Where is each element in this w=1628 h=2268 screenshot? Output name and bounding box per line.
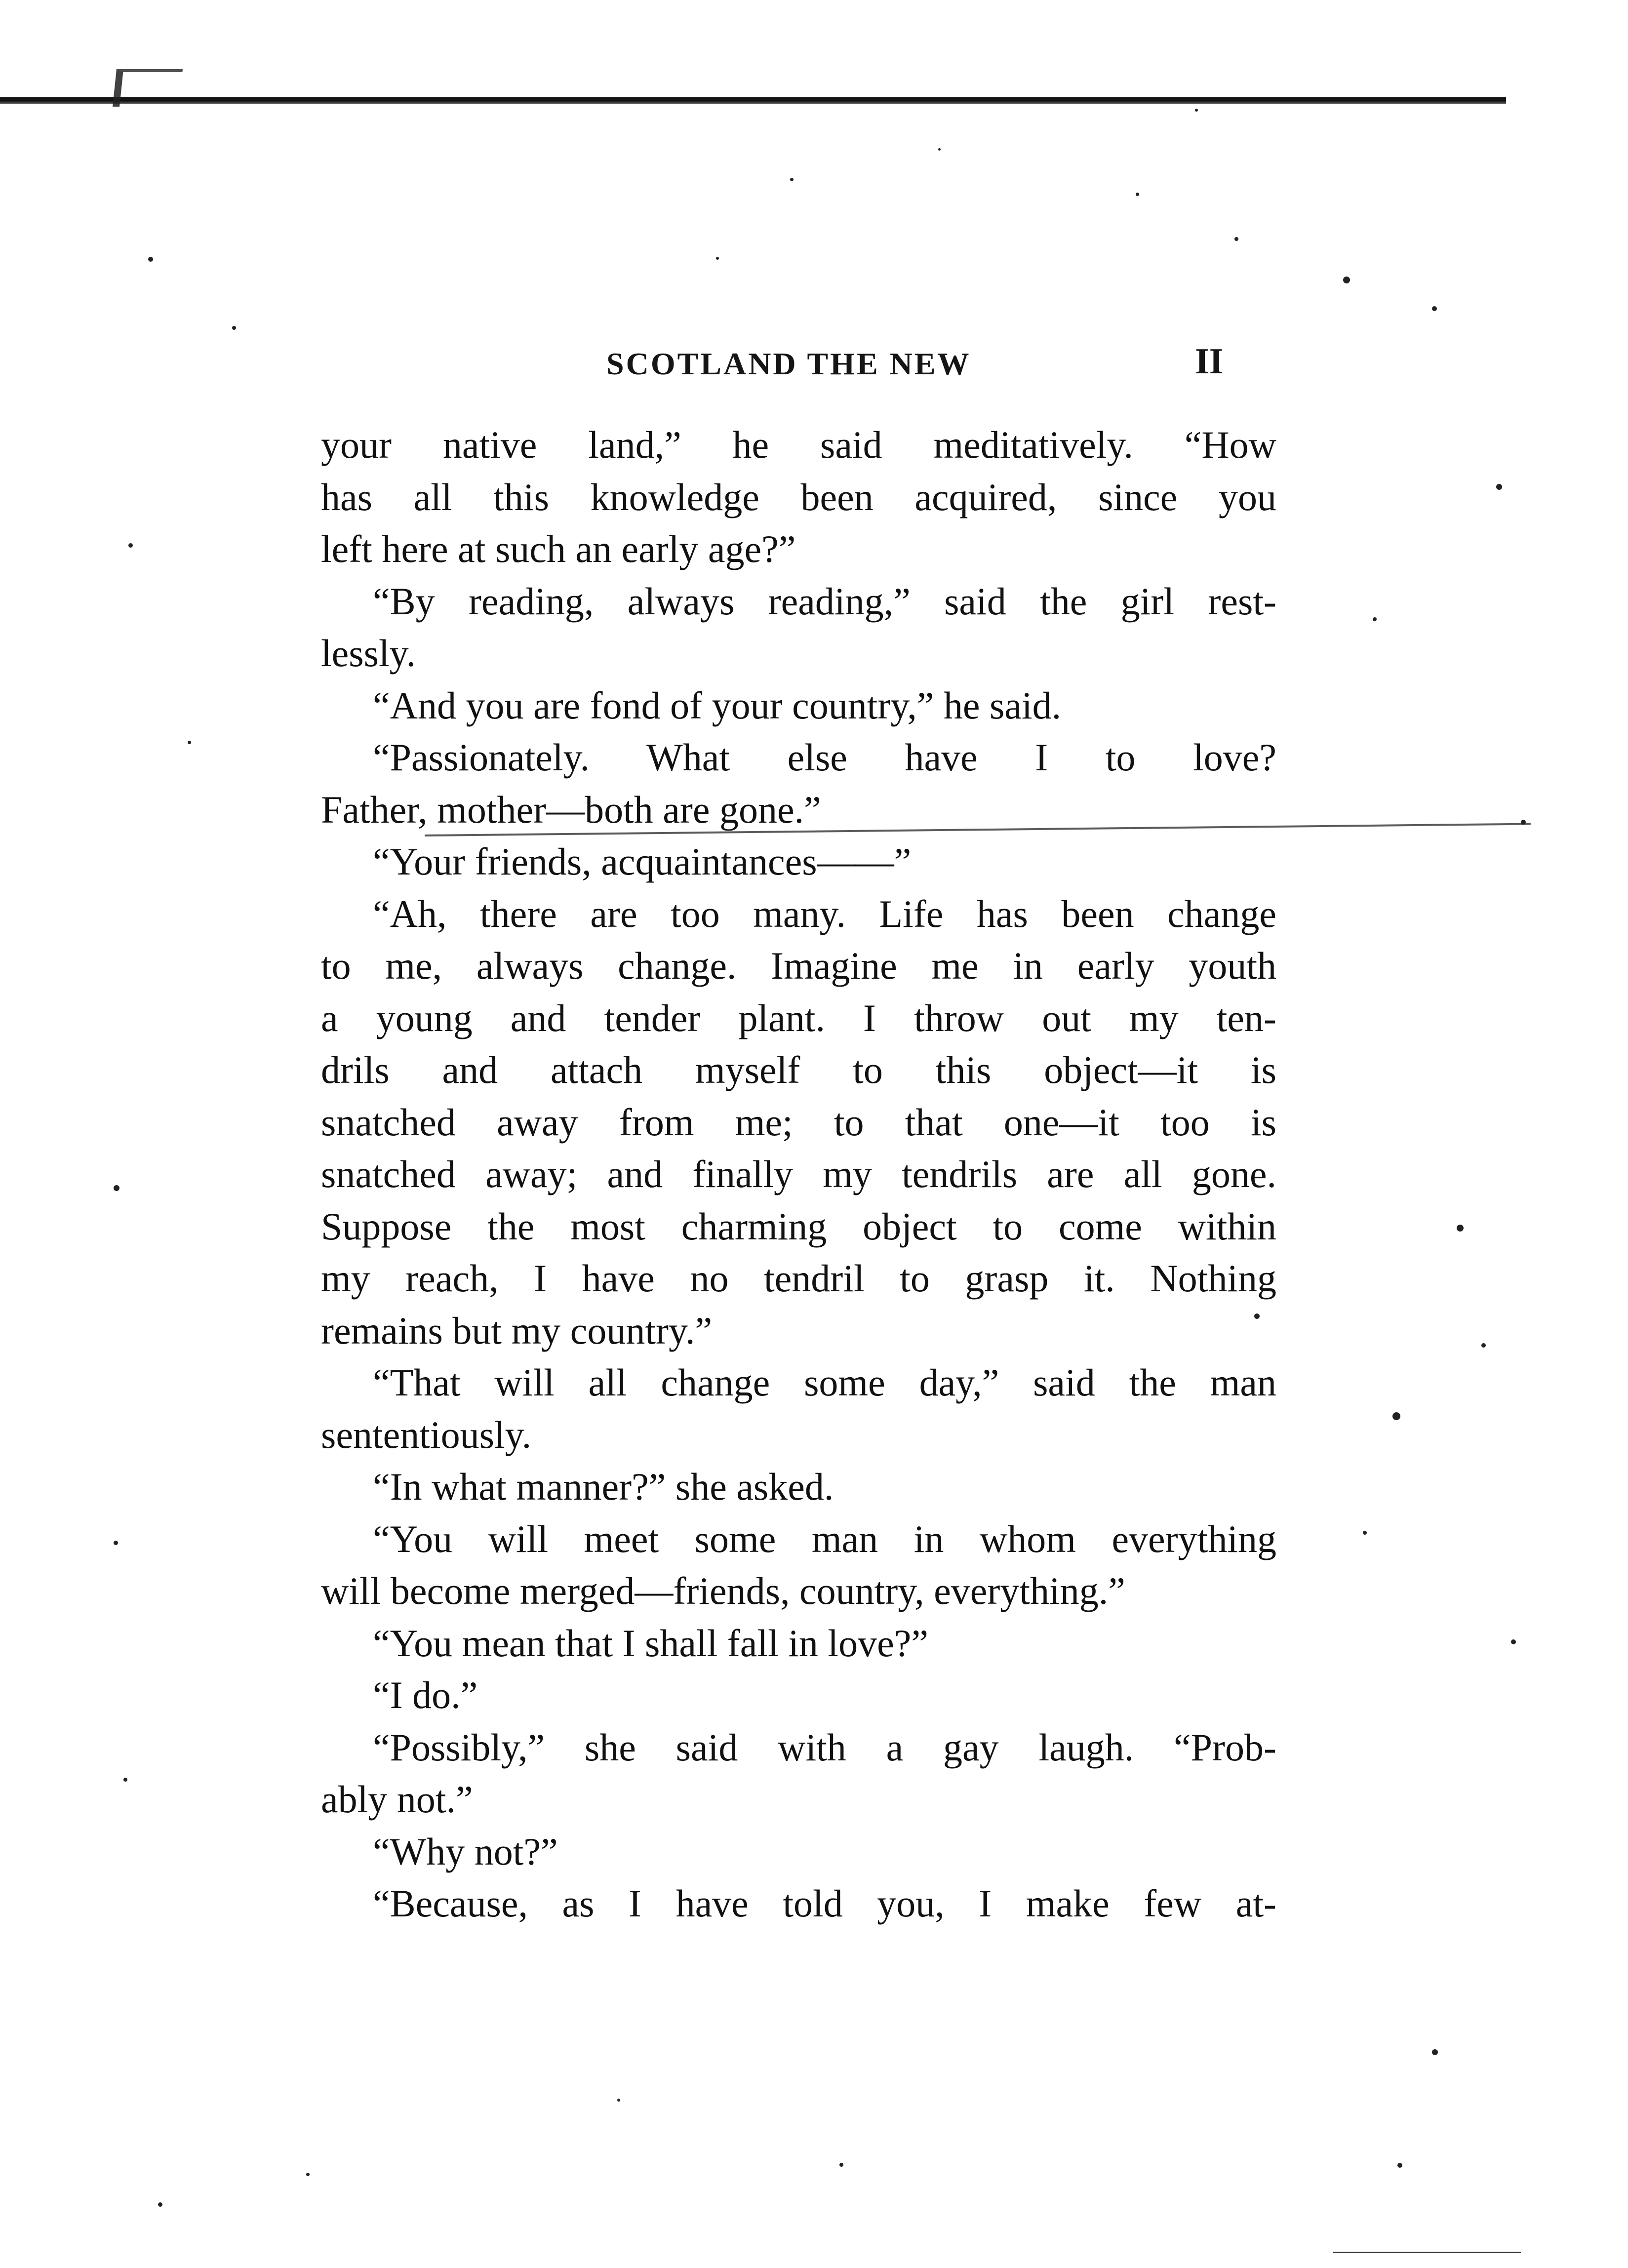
text-line: drils and attach myself to this object—it is — [321, 1048, 1276, 1091]
text-line: snatched away; and finally my tendrils are all gone. — [321, 1153, 1276, 1195]
scan-speck — [790, 178, 794, 181]
body-text — [321, 419, 1276, 1930]
text-line: “Ah, there are too many. Life has been change — [373, 892, 1276, 935]
scan-speck — [1254, 1313, 1260, 1319]
scan-speck — [232, 326, 236, 330]
text-line: “You will meet some man in whom everything — [373, 1517, 1276, 1560]
text-line: “Why not?” — [373, 1830, 558, 1873]
text-line: a young and tender plant. I throw out my ten- — [321, 996, 1276, 1039]
scan-speck — [1392, 1412, 1400, 1420]
text-line: “Your friends, acquaintances——” — [373, 840, 912, 883]
scan-speck — [114, 1185, 119, 1191]
scan-speck — [617, 2099, 620, 2102]
bottom-rule — [1333, 2252, 1521, 2253]
scan-speck — [306, 2173, 310, 2176]
scan-speck — [1397, 2163, 1402, 2168]
scan-speck — [1363, 1531, 1367, 1535]
scan-speck — [1343, 277, 1350, 283]
text-line: left here at such an early age?” — [321, 527, 796, 570]
scan-speck — [1136, 193, 1139, 196]
scan-speck — [1496, 484, 1502, 490]
scan-speck — [123, 1778, 127, 1782]
page-number: II — [1195, 341, 1224, 382]
text-line: “By reading, always reading,” said the girl rest- — [373, 579, 1276, 623]
text-line: will become merged—friends, country, everything.” — [321, 1569, 1125, 1612]
text-line: sententiously. — [321, 1413, 532, 1456]
scan-speck — [1432, 2049, 1438, 2055]
scan-speck — [839, 2163, 843, 2167]
scan-speck — [1373, 617, 1377, 621]
text-line: “Because, as I have told you, I make few at- — [373, 1882, 1276, 1925]
scan-speck — [938, 148, 941, 151]
scan-speck — [128, 543, 133, 548]
text-line: snatched away from me; to that one—it too is — [321, 1100, 1276, 1144]
text-line: “Passionately. What else have I to love? — [373, 736, 1276, 779]
scan-speck — [1511, 1639, 1516, 1644]
text-line: “You mean that I shall fall in love?” — [373, 1621, 928, 1665]
scan-speck — [148, 257, 153, 262]
scan-speck — [114, 1541, 118, 1545]
top-rule — [0, 97, 1506, 104]
text-line: my reach, I have no tendril to grasp it. Nothing — [321, 1257, 1276, 1300]
scan-speck — [716, 257, 719, 260]
text-line: Father, mother—both are gone.” — [321, 788, 821, 831]
text-line: “Possibly,” she said with a gay laugh. “Prob- — [373, 1725, 1276, 1769]
text-line: remains but my country.” — [321, 1309, 713, 1352]
scan-speck — [1432, 306, 1437, 311]
scan-corner-mark — [113, 69, 183, 107]
text-line: ably not.” — [321, 1778, 473, 1821]
text-line: “That will all change some day,” said the man — [373, 1361, 1276, 1404]
scan-speck — [1234, 237, 1238, 241]
text-line: “I do.” — [373, 1673, 478, 1716]
scan-speck — [1521, 820, 1526, 825]
scan-speck — [188, 741, 191, 744]
scan-speck — [1457, 1225, 1464, 1232]
text-line: has all this knowledge been acquired, since you — [321, 475, 1276, 518]
scan-speck — [1481, 1343, 1486, 1348]
scan-speck — [1195, 109, 1198, 112]
text-line: your native land,” he said meditatively. “How — [321, 423, 1276, 466]
text-line: “And you are fond of your country,” he said. — [373, 683, 1062, 727]
text-line: to me, always change. Imagine me in early youth — [321, 944, 1276, 987]
text-line: lessly. — [321, 632, 416, 675]
text-line: “In what manner?” she asked. — [373, 1465, 834, 1508]
scan-speck — [158, 2202, 162, 2207]
running-head: SCOTLAND THE NEW — [606, 346, 971, 381]
text-line: Suppose the most charming object to come within — [321, 1204, 1276, 1248]
